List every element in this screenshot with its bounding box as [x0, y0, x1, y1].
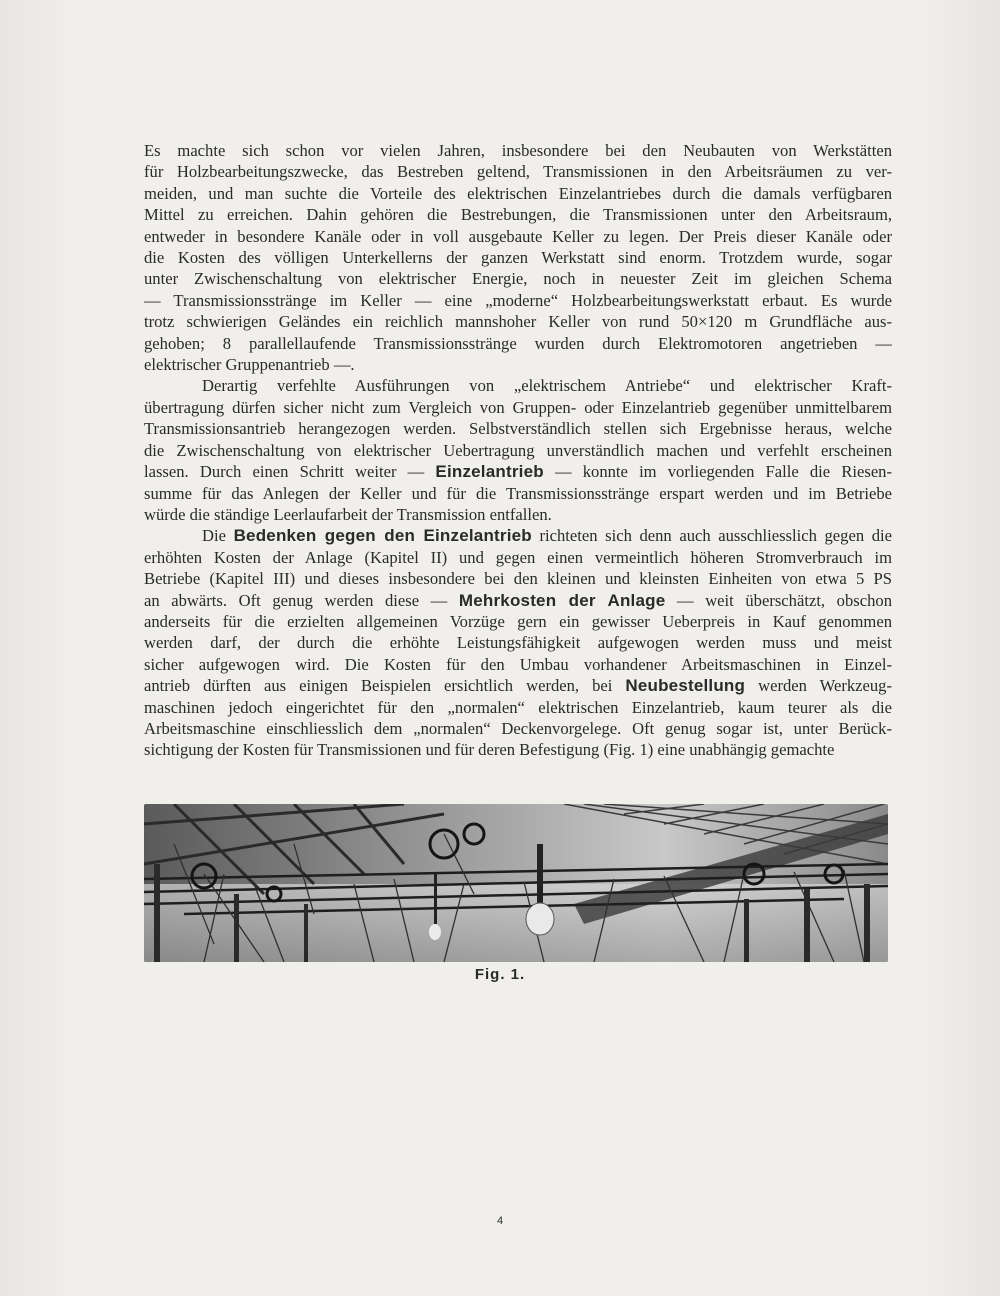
text-line: Derartig verfehlte Ausführungen von „elektrischem Antriebe“ und elektrischer Kraft- — [202, 376, 892, 396]
text-line: Transmissionsantrieb herangezogen werden. Selbstverständlich stellen sich Ergebnisse heraus, welche — [144, 419, 892, 439]
text-line: lassen. Durch einen Schritt weiter — Einzelantrieb — konnte im vorliegenden Falle die Riesen- — [144, 462, 892, 482]
bold-term: Mehrkosten der Anlage — [458, 590, 666, 610]
text-line: Mittel zu erreichen. Dahin gehören die Bestrebungen, die Transmissionen unter den Arbeitsraum, — [144, 205, 892, 225]
figure-caption: Fig. 1. — [474, 966, 526, 983]
photo-transmission-shafts — [144, 804, 888, 962]
page-number: 4 — [496, 1215, 504, 1227]
text-line: meiden, und man suchte die Vorteile des elektrischen Einzelantriebes durch die damals verfügbaren — [144, 183, 892, 203]
workshop-photograph — [144, 804, 888, 962]
text-line: die Kosten des völligen Unterkellerns der ganzen Werkstatt sind enorm. Trotzdem wurde, sogar — [144, 248, 892, 268]
text-line: maschinen jedoch eingerichtet für den „normalen“ elektrischen Einzelantrieb, kaum teurer als die — [144, 697, 892, 717]
text-line: die Zwischenschaltung von elektrischer Uebertragung unverständlich machen und verfehlt erscheinen — [144, 440, 892, 460]
bold-term: Einzelantrieb — [435, 462, 544, 482]
text-line: elektrischer Gruppenantrieb —. — [144, 355, 355, 375]
text-line: antrieb dürften aus einigen Beispielen ersichtlich werden, bei Neubestellung werden Werkzeug- — [144, 676, 892, 696]
text-line: Betriebe (Kapitel III) und dieses insbesondere bei den kleinen und kleinsten Einheiten von etwa 5 PS — [144, 569, 892, 589]
text-line: gehoben; 8 parallellaufende Transmissionsstränge wurden durch Elektromotoren angetrieben — — [144, 333, 892, 353]
text-line: Arbeitsmaschine einschliesslich dem „normalen“ Deckenvorgelege. Oft genug sogar ist, unter Berück- — [144, 718, 892, 738]
text-line: würde die ständige Leerlaufarbeit der Transmission entfallen. — [144, 504, 552, 524]
text-line: summe für das Anlegen der Keller und für die Transmissionsstränge erspart werden und im Betriebe — [144, 483, 892, 503]
text-line: entweder in besondere Kanäle oder in voll ausgebaute Keller zu legen. Der Preis dieser Kanäle oder — [144, 226, 892, 246]
text-line: übertragung dürfen sicher nicht zum Vergleich von Gruppen- oder Einzelantrieb gegenüber unmittelbarem — [144, 397, 892, 417]
paragraph — [144, 375, 892, 525]
text-line: erhöhten Kosten der Anlage (Kapitel II) und gegen einen vermeintlich höheren Stromverbrauch im — [144, 547, 892, 567]
text-line: sicher aufgewogen wird. Die Kosten für den Umbau vorhandener Arbeitsmaschinen in Einzel- — [144, 654, 892, 674]
text-line: sichtigung der Kosten für Transmissionen und für deren Befestigung (Fig. 1) eine unabhängig gemachte — [144, 740, 835, 760]
paragraph — [144, 525, 892, 760]
text-line: für Holzbearbeitungszwecke, das Bestreben geltend, Transmissionen in den Arbeitsräumen zu ver- — [144, 162, 892, 182]
paragraph — [144, 140, 892, 375]
bold-term: Bedenken gegen den Einzelantrieb — [233, 526, 532, 546]
text-line: Die Bedenken gegen den Einzelantrieb richteten sich denn auch ausschliesslich gegen die — [202, 526, 892, 546]
text-line: an abwärts. Oft genug werden diese — Mehrkosten der Anlage — weit überschätzt, obschon — [144, 590, 892, 610]
text-line: trotz schwierigen Geländes ein reichlich mannshoher Keller von rund 50×120 m Grundfläche aus- — [144, 312, 892, 332]
text-line: unter Zwischenschaltung von elektrischer Energie, noch in neuester Zeit im gleichen Schema — [144, 269, 892, 289]
text-line: werden darf, der durch die erhöhte Leistungsfähigkeit aufgewogen werden muss und meist — [144, 633, 892, 653]
bold-term: Neubestellung — [625, 676, 746, 696]
text-line: anderseits für die erzielten allgemeinen Vorzüge gern ein gewisser Ueberpreis in Kauf genommen — [144, 611, 892, 631]
text-line: — Transmissionsstränge im Keller — eine „moderne“ Holzbearbeitungswerkstatt erbaut. Es wurde — [144, 290, 892, 310]
body-text — [144, 140, 892, 761]
text-line: Es machte sich schon vor vielen Jahren, insbesondere bei den Neubauten von Werkstätten — [144, 141, 892, 160]
